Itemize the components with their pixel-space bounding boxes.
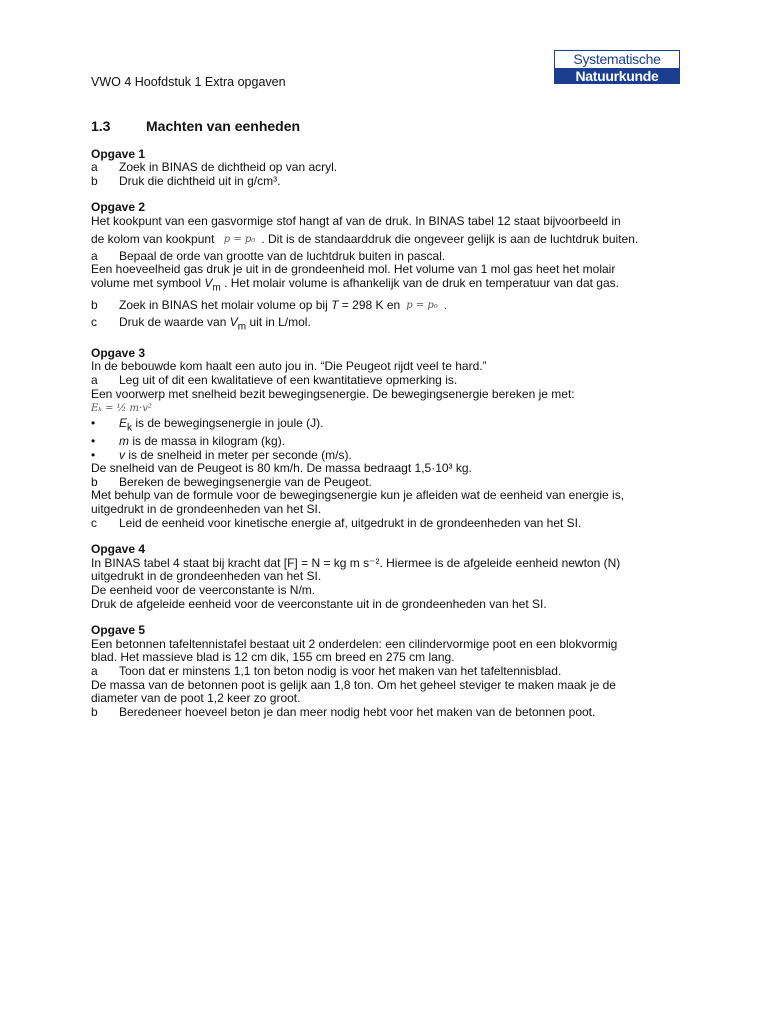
exercise-5: [91, 624, 671, 719]
formula: p = p₀: [406, 299, 438, 311]
item-text: [119, 295, 447, 316]
text: volume met symbool: [91, 275, 202, 290]
paragraph: Met behulp van de formule voor de bewegingsenergie kun je afleiden wat de eenheid van energie is,: [91, 488, 625, 503]
exercise-3c: [91, 517, 671, 531]
paragraph: Een hoeveelheid gas druk je uit in de grondeenheid mol. Het volume van 1 mol gas heet het molair: [91, 262, 616, 277]
paragraph: blad. Het massieve blad is 12 cm dik, 155 cm breed en 275 cm lang.: [91, 650, 455, 665]
paragraph: In BINAS tabel 4 staat bij kracht dat [F] = N = kg m s⁻². Hiermee is de afgeleide eenheid newton (N): [91, 555, 621, 570]
logo-line-2: Natuurkunde: [555, 68, 679, 84]
paragraph: In de bebouwde kom haalt een auto jou in. “Die Peugeot rijdt veel te hard.”: [91, 359, 487, 374]
symbol: V: [204, 275, 213, 290]
text: . Dit is de standaarddruk die ongeveer gelijk is aan de luchtdruk buiten.: [261, 231, 639, 246]
text: is de massa in kilogram (kg).: [132, 434, 286, 449]
item-text: Beredeneer hoeveel beton je dan meer nodig hebt voor het maken van de betonnen poot.: [119, 704, 596, 719]
paragraph: Een betonnen tafeltennistafel bestaat uit 2 onderdelen: een cilindervormige poot en een blokvormig: [91, 636, 618, 651]
exercise-1: [91, 148, 671, 189]
exercise-3-title: Opgave 3: [91, 345, 146, 360]
bullet-item: [91, 417, 671, 435]
item-label: a: [91, 372, 98, 387]
item-text: Druk die dichtheid uit in g/cm³.: [119, 173, 281, 188]
document-header: VWO 4 Hoofdstuk 1 Extra opgaven: [91, 75, 286, 89]
item-text: Toon dat er minstens 1,1 ton beton nodig is voor het maken van het tafeltennisblad.: [119, 663, 562, 678]
paragraph: [91, 229, 671, 250]
paragraph: De eenheid voor de veerconstante is N/m.: [91, 583, 316, 598]
item-text: [119, 316, 311, 334]
bullet-text: [119, 449, 352, 463]
item-label: b: [91, 173, 98, 188]
symbol: V: [229, 314, 238, 329]
logo-line-1: Systematische: [555, 51, 679, 68]
exercise-2: [91, 201, 671, 333]
item-label: c: [91, 515, 97, 530]
exercise-2c: [91, 316, 671, 334]
text: uit in L/mol.: [249, 314, 311, 329]
text: Druk de waarde van: [119, 314, 227, 329]
text: is de snelheid in meter per seconde (m/s).: [128, 447, 352, 462]
symbol: T: [331, 297, 339, 312]
paragraph: Een voorwerp met snelheid bezit bewegingsenergie. De bewegingsenergie bereken je met:: [91, 386, 575, 401]
item-text: Leid de eenheid voor kinetische energie af, uitgedrukt in de grondeenheden van het SI.: [119, 515, 582, 530]
item-label: b: [91, 474, 98, 489]
item-label: a: [91, 160, 98, 175]
paragraph: Het kookpunt van een gasvormige stof hangt af van de druk. In BINAS tabel 12 staat bijvoorbeeld in: [91, 213, 621, 228]
exercise-4-title: Opgave 4: [91, 542, 146, 557]
section-title-text: Machten van eenheden: [146, 118, 301, 134]
text: Zoek in BINAS het molair volume op bij: [119, 297, 328, 312]
bullet-icon: •: [91, 447, 96, 462]
exercise-3b: [91, 476, 671, 490]
bullet-icon: •: [91, 434, 96, 449]
paragraph: uitgedrukt in de grondeenheden van het SI.: [91, 502, 322, 517]
exercise-3a: [91, 374, 671, 388]
text: = 298 K en: [341, 297, 401, 312]
item-label: b: [91, 704, 98, 719]
item-label: a: [91, 663, 98, 678]
subscript: m: [212, 282, 221, 294]
exercise-1-title: Opgave 1: [91, 146, 146, 161]
symbol: v: [119, 447, 125, 462]
item-label: c: [91, 314, 97, 329]
subscript: k: [127, 422, 133, 434]
exercise-3: [91, 347, 671, 531]
publisher-logo: [554, 50, 680, 84]
paragraph: [91, 277, 671, 295]
exercise-4: [91, 543, 671, 611]
symbol: E: [119, 416, 128, 431]
exercise-2a: [91, 250, 671, 264]
exercise-5b: [91, 706, 671, 720]
exercise-2b: [91, 295, 671, 316]
paragraph: uitgedrukt in de grondeenheden van het SI.: [91, 569, 322, 584]
item-text: Bereken de bewegingsenergie van de Peugeot.: [119, 474, 372, 489]
bullet-icon: •: [91, 416, 96, 431]
paragraph: De massa van de betonnen poot is gelijk aan 1,8 ton. Om het geheel steviger te maken maak je de: [91, 677, 616, 692]
exercise-1a: [91, 161, 671, 175]
document-body: [91, 120, 671, 732]
paragraph: Druk de afgeleide eenheid voor de veerconstante uit in de grondeenheden van het SI.: [91, 596, 547, 611]
bullet-item: [91, 435, 671, 449]
text: de kolom van kookpunt: [91, 231, 215, 246]
item-label: a: [91, 248, 98, 263]
bullet-item: [91, 449, 671, 463]
symbol: m: [119, 434, 129, 449]
text: . Het molair volume is afhankelijk van de druk en temperatuur van dat gas.: [224, 275, 619, 290]
item-label: b: [91, 297, 98, 312]
kinetic-energy-formula: Eₖ = ½ m·v²: [91, 403, 152, 415]
item-text: Bepaal de orde van grootte van de luchtdruk buiten in pascal.: [119, 248, 446, 263]
subscript: m: [237, 321, 247, 333]
paragraph: De snelheid van de Peugeot is 80 km/h. De massa bedraagt 1,5·10³ kg.: [91, 461, 472, 476]
item-text: Zoek in BINAS de dichtheid op van acryl.: [119, 160, 338, 175]
exercise-5a: [91, 665, 671, 679]
section-number: 1.3: [91, 118, 111, 134]
bullet-text: [119, 417, 323, 435]
exercise-5-title: Opgave 5: [91, 623, 146, 638]
text: is de bewegingsenergie in joule (J).: [135, 416, 324, 431]
exercise-1b: [91, 175, 671, 189]
paragraph: diameter van de poot 1,2 keer zo groot.: [91, 691, 301, 706]
item-text: Leg uit of dit een kwalitatieve of een kwantitatieve opmerking is.: [119, 372, 458, 387]
formula: p = p₀: [223, 233, 256, 245]
bullet-text: [119, 435, 285, 449]
section-title: [91, 120, 671, 134]
exercise-2-title: Opgave 2: [91, 200, 146, 215]
text: .: [443, 297, 448, 312]
